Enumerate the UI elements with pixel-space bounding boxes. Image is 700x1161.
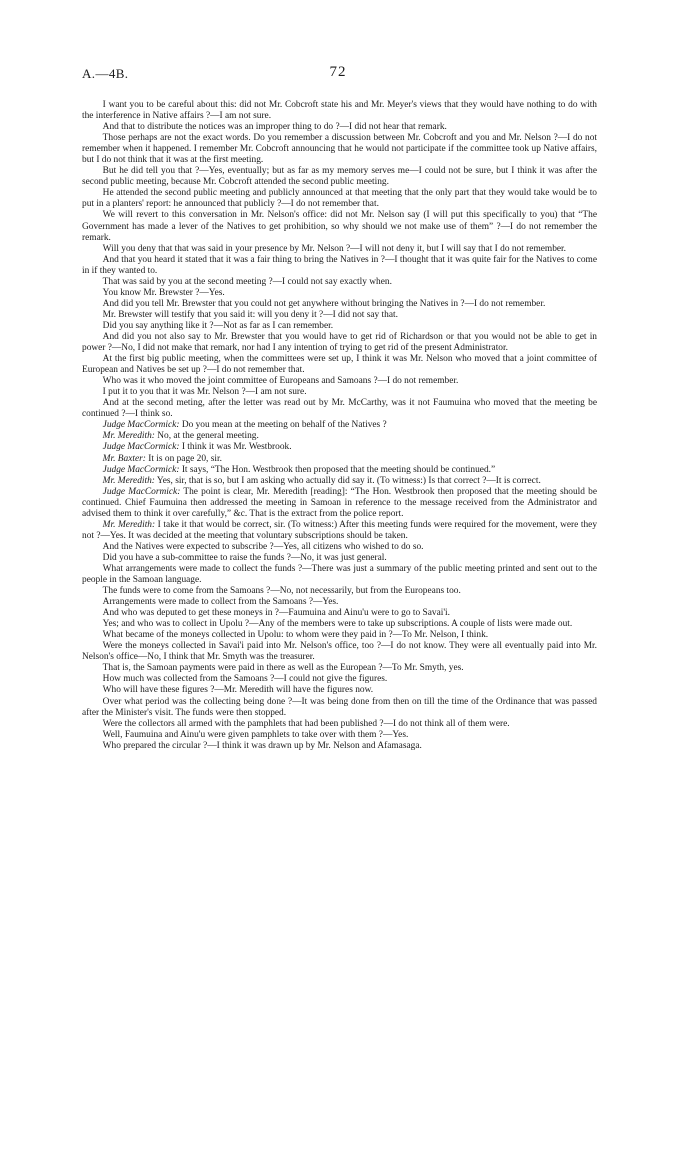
paragraph-text: Over what period was the collecting being done ?—It was being done from then on till the time of the Ordinance that was passed after the Minister's visit. The funds were then stopped.	[82, 696, 597, 718]
paragraph-text: And the Natives were expected to subscribe ?—Yes, all citizens who wished to do so.	[102, 541, 424, 552]
paragraph-text: Did you say anything like it ?—Not as far as I can remember.	[102, 320, 334, 331]
transcript-paragraph	[82, 244, 597, 255]
paragraph-text: And that to distribute the notices was an improper thing to do ?—I did not hear that remark.	[102, 122, 447, 133]
paragraph-text: Who will have these figures ?—Mr. Meredith will have the figures now.	[102, 685, 374, 696]
transcript-paragraph	[82, 663, 597, 674]
transcript-paragraph	[82, 741, 597, 752]
paragraph-text: Yes, sir, that is so, but I am asking who actually did say it. (To witness:) Is that correct ?—It is correct.	[156, 475, 541, 486]
paragraph-text: Were the moneys collected in Savai'i paid into Mr. Nelson's office, too ?—I do not know. They were all eventually paid into Mr. Nelson's office—No, I think that Mr. Smyth was the treasurer.	[82, 641, 597, 663]
transcript-paragraph	[82, 387, 597, 398]
paragraph-text: You know Mr. Brewster ?—Yes.	[102, 287, 225, 298]
paragraph-text: I want you to be careful about this: did not Mr. Cobcroft state his and Mr. Meyer's views that they would have nothing to do with the interference in Native affairs ?—I am not sure.	[82, 100, 597, 122]
transcript-paragraph	[82, 597, 597, 608]
transcript-paragraph	[82, 685, 597, 696]
transcript-paragraph	[82, 255, 597, 277]
transcript-paragraph	[82, 487, 597, 520]
transcript-paragraph	[82, 288, 597, 299]
paragraph-text: No, at the general meeting.	[157, 431, 259, 442]
paragraph-text: And did you tell Mr. Brewster that you could not get anywhere without bringing the Natives in ?—I do not remember.	[102, 298, 546, 309]
paragraph-text: I take it that would be correct, sir. (To witness:) After this meeting funds were required for the movement, were they not ?—Yes. It was decided at the meeting that voluntary subscriptions should be taken.	[82, 519, 598, 541]
paragraph-text: What became of the moneys collected in Upolu: to whom were they paid in ?—To Mr. Nelson, I think.	[102, 630, 489, 641]
paragraph-text: The point is clear, Mr. Meredith [reading]: “The Hon. Westbrook then proposed that the meeting should be continued. Chief Faumuina then addressed the meeting in Samoan in reference to the message received from the Administrator and advised them to think it over carefully,” &c. That is the extract from the police report.	[82, 486, 597, 519]
speaker-name: Judge MacCormick:	[102, 420, 180, 431]
transcript-paragraph	[82, 520, 597, 542]
transcript-paragraph	[82, 431, 597, 442]
paragraph-text: Will you deny that that was said in your presence by Mr. Nelson ?—I will not deny it, but I will say that I do not remember.	[102, 243, 567, 254]
transcript-paragraph	[82, 586, 597, 597]
transcript-paragraph	[82, 210, 597, 243]
speaker-name: Mr. Meredith:	[102, 431, 155, 442]
paragraph-text: Mr. Brewster will testify that you said it: will you deny it ?—I did not say that.	[102, 309, 398, 320]
paragraph-text: And who was deputed to get these moneys in ?—Faumuina and Ainu'u were to go to Savai'i.	[102, 608, 450, 619]
transcript-paragraph	[82, 420, 597, 431]
paragraph-text: The funds were to come from the Samoans ?—No, not necessarily, but from the Europeans too.	[102, 586, 461, 597]
paragraph-text: At the first big public meeting, when the committees were set up, I think it was Mr. Nelson who moved that a joint committee of European and Natives be set up ?—I do not remember that.	[82, 354, 597, 376]
transcript-paragraph	[82, 465, 597, 476]
paragraph-text: I think it was Mr. Westbrook.	[181, 442, 292, 453]
paragraph-text: Who was it who moved the joint committee of Europeans and Samoans ?—I do not remember.	[102, 376, 459, 387]
paragraph-text: Arrangements were made to collect from the Samoans ?—Yes.	[102, 597, 339, 608]
transcript-body	[82, 100, 597, 752]
transcript-paragraph	[82, 354, 597, 376]
transcript-paragraph	[82, 564, 597, 586]
transcript-paragraph	[82, 321, 597, 332]
transcript-paragraph	[82, 697, 597, 719]
page-header	[82, 66, 594, 86]
paragraph-text: Well, Faumuina and Ainu'u were given pamphlets to take over with them ?—Yes.	[102, 729, 409, 740]
transcript-paragraph	[82, 674, 597, 685]
transcript-paragraph	[82, 277, 597, 288]
transcript-paragraph	[82, 122, 597, 133]
paragraph-text: It is on page 20, sir.	[148, 453, 222, 464]
speaker-name: Mr. Meredith:	[102, 519, 156, 530]
transcript-paragraph	[82, 630, 597, 641]
transcript-paragraph	[82, 310, 597, 321]
transcript-paragraph	[82, 454, 597, 465]
paragraph-text: Yes; and who was to collect in Upolu ?—Any of the members were to take up subscriptions. A couple of lists were made out.	[102, 619, 573, 630]
paragraph-text: How much was collected from the Samoans ?—I could not give the figures.	[102, 674, 388, 685]
speaker-name: Mr. Baxter:	[102, 453, 146, 464]
paragraph-text: Those perhaps are not the exact words. Do you remember a discussion between Mr. Cobcroft and you and Mr. Nelson ?—I do not remember when it happened. I remember Mr. Cobcroft announcing that he would not participate if the committee took up Native affairs, but I do not think that it was at the first meeting.	[82, 133, 597, 166]
transcript-paragraph	[82, 619, 597, 630]
paragraph-text: Were the collectors all armed with the pamphlets that had been published ?—I do not think all of them were.	[102, 718, 510, 729]
transcript-paragraph	[82, 100, 597, 122]
transcript-paragraph	[82, 166, 597, 188]
paragraph-text: And at the second meting, after the letter was read out by Mr. McCarthy, was it not Faumuina who moved that the meeting be continued ?—I think so.	[82, 398, 597, 420]
transcript-paragraph	[82, 332, 597, 354]
paragraph-text: That is, the Samoan payments were paid in there as well as the European ?—To Mr. Smyth, yes.	[102, 663, 464, 674]
paragraph-text: Who prepared the circular ?—I think it was drawn up by Mr. Nelson and Afamasaga.	[102, 740, 422, 751]
transcript-paragraph	[82, 542, 597, 553]
page-number: 72	[329, 64, 347, 80]
transcript-paragraph	[82, 442, 597, 453]
speaker-name: Judge MacCormick:	[102, 464, 180, 475]
speaker-name: Judge MacCormick:	[102, 486, 181, 497]
paragraph-text: Do you mean at the meeting on behalf of the Natives ?	[181, 420, 387, 431]
document-reference: A.—4B.	[82, 66, 129, 81]
speaker-name: Mr. Meredith:	[102, 475, 155, 486]
transcript-paragraph	[82, 376, 597, 387]
paragraph-text: I put it to you that it was Mr. Nelson ?—I am not sure.	[102, 387, 307, 398]
paragraph-text: What arrangements were made to collect the funds ?—There was just a summary of the public meeting printed and sent out to the people in the Samoan language.	[82, 563, 597, 586]
transcript-paragraph	[82, 299, 597, 310]
paragraph-text: Did you have a sub-committee to raise the funds ?—No, it was just general.	[102, 552, 387, 563]
transcript-paragraph	[82, 641, 597, 663]
paragraph-text: That was said by you at the second meeting ?—I could not say exactly when.	[102, 276, 392, 287]
transcript-paragraph	[82, 553, 597, 564]
speaker-name: Judge MacCormick:	[102, 442, 180, 453]
paragraph-text: And did you not also say to Mr. Brewster that you would have to get rid of Richardson or that you would not be able to get in power ?—No, I did not make that remark, nor had I any intention of trying to get rid of the present Administrator.	[82, 331, 597, 354]
transcript-paragraph	[82, 398, 597, 420]
transcript-paragraph	[82, 730, 597, 741]
paragraph-text: And that you heard it stated that it was a fair thing to bring the Natives in ?—I thought that it was quite fair for the Natives to come in if they wanted to.	[82, 254, 597, 276]
transcript-paragraph	[82, 608, 597, 619]
paragraph-text: But he did tell you that ?—Yes, eventually; but as far as my memory serves me—I could not be sure, but I think it was after the second public meeting, because Mr. Cobcroft attended the second public meeting.	[82, 166, 597, 188]
paragraph-text: It says, “The Hon. Westbrook then proposed that the meeting should be continued.”	[181, 464, 496, 475]
transcript-paragraph	[82, 133, 597, 166]
transcript-paragraph	[82, 719, 597, 730]
transcript-paragraph	[82, 476, 597, 487]
paragraph-text: He attended the second public meeting and publicly announced at that meeting that the only part that they would take would be to put in a planters' report: he announced that publicly ?—I do not remember that.	[82, 188, 597, 210]
paragraph-text: We will revert to this conversation in Mr. Nelson's office: did not Mr. Nelson say (I will put this specifically to you) that “The Government has made a lever of the Natives to get prohibition, so why should we not make use of them” ?—I do not remember the remark.	[82, 210, 597, 243]
transcript-paragraph	[82, 188, 597, 210]
